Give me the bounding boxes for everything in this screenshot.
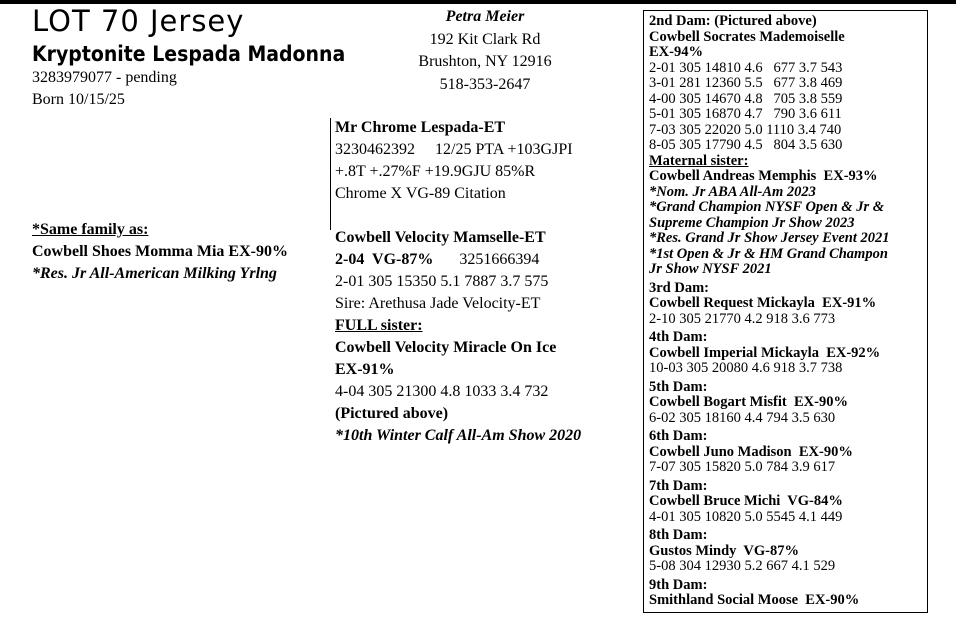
dam2-record: 3-01 281 12360 5.5 677 3.8 469 <box>649 75 843 91</box>
dam5-heading: 5th Dam: <box>649 378 708 395</box>
dam2-record: 4-00 305 14670 4.8 705 3.8 559 <box>649 90 843 107</box>
full-sister-pictured: (Pictured above) <box>335 405 449 422</box>
same-family-name: Cowbell Shoes Momma Mia EX-90% <box>32 243 288 260</box>
maternal-sister-name: Cowbell Andreas Memphis EX-93% <box>649 168 878 184</box>
dam-sire: Sire: Arethusa Jade Velocity-ET <box>335 295 541 312</box>
owner-address-line-1: 192 Kit Clark Rd <box>429 30 541 48</box>
full-sister-name: Cowbell Velocity Miracle On Ice <box>335 339 557 356</box>
dam2-record: 5-01 305 16870 4.7 790 3.6 611 <box>649 106 842 122</box>
owner-name: Petra Meier <box>445 8 525 25</box>
lot-title: LOT 70 Jersey <box>32 4 245 38</box>
dam-class-row <box>335 249 581 271</box>
same-family-note: *Res. Jr All-American Milking Yrlng <box>32 265 277 282</box>
maternal-sister-award: *Nom. Jr ABA All-Am 2023 <box>649 183 816 200</box>
dam7-record: 4-01 305 10820 5.0 5545 4.1 449 <box>649 508 843 525</box>
dam3-name: Cowbell Request Mickayla EX-91% <box>649 295 877 311</box>
dam3-record: 2-10 305 21770 4.2 918 3.6 773 <box>649 310 836 327</box>
dam6-record: 7-07 305 15820 5.0 784 3.9 617 <box>649 459 836 475</box>
sire-divider <box>330 118 331 230</box>
dam3-heading: 3rd Dam: <box>649 279 710 296</box>
maternal-sister-award: *1st Open & Jr & HM Grand Champon <box>649 245 888 262</box>
owner-block <box>400 6 570 96</box>
registration-number: 3283979077 - pending <box>32 69 177 86</box>
owner-phone: 518-353-2647 <box>439 75 531 93</box>
dam6-heading: 6th Dam: <box>649 428 708 444</box>
dam4-heading: 4th Dam: <box>649 329 708 345</box>
dam8-record: 5-08 304 12930 5.2 667 4.1 529 <box>649 558 836 574</box>
maternal-sister-heading: Maternal sister: <box>649 152 749 169</box>
dam7-name: Cowbell Bruce Michi VG-84% <box>649 493 843 509</box>
dam9-name: Smithland Social Moose EX-90% <box>649 592 860 608</box>
maternal-sister-award: Supreme Champion Jr Show 2023 <box>649 214 855 231</box>
dam2-heading: 2nd Dam: (Pictured above) <box>649 13 817 29</box>
full-sister-record: 4-04 305 21300 4.8 1033 3.4 732 <box>335 383 549 400</box>
dam2-record: 8-05 305 17790 4.5 804 3.5 630 <box>649 137 843 153</box>
dam2-record: 7-03 305 22020 5.0 1110 3.4 740 <box>649 121 842 138</box>
dam8-name: Gustos Mindy VG-87% <box>649 542 799 559</box>
dam6-name: Cowbell Juno Madison EX-90% <box>649 443 853 460</box>
dam2-record: 2-01 305 14810 4.6 677 3.7 543 <box>649 59 843 76</box>
dam4-name: Cowbell Imperial Mickayla EX-92% <box>649 344 881 361</box>
sire-line-2: +.8T +.27%F +19.9GJU 85%R <box>335 163 536 180</box>
animal-name: Kryptonite Lespada Madonna <box>32 42 346 66</box>
full-sister-class: EX-91% <box>335 361 395 378</box>
sire-dam-block <box>335 117 581 447</box>
dam8-heading: 8th Dam: <box>649 527 708 543</box>
same-family-block <box>32 219 288 285</box>
dam5-name: Cowbell Bogart Misfit EX-90% <box>649 394 848 410</box>
same-family-heading: *Same family as: <box>32 221 149 238</box>
dam4-record: 10-03 305 20080 4.6 918 3.7 738 <box>649 360 843 376</box>
dam-registration: 3251666394 <box>459 251 540 268</box>
birth-date: Born 10/15/25 <box>32 91 125 108</box>
dam5-record: 6-02 305 18160 4.4 794 3.5 630 <box>649 409 836 426</box>
maternal-sister-award: *Grand Champion NYSF Open & Jr & <box>649 199 885 215</box>
sire-line-1: 3230462392 12/25 PTA +103GJPI <box>335 141 573 158</box>
dam2-class: EX-94% <box>649 44 703 60</box>
maternal-sister-award: Jr Show NYSF 2021 <box>649 261 772 277</box>
full-sister-award: *10th Winter Calf All-Am Show 2020 <box>335 427 582 444</box>
maternal-sister-award: *Res. Grand Jr Show Jersey Event 2021 <box>649 230 890 246</box>
owner-address-line-2: Brushton, NY 12916 <box>418 53 552 70</box>
dam9-heading: 9th Dam: <box>649 576 708 593</box>
pedigree-content <box>649 14 889 609</box>
sire-line-3: Chrome X VG-89 Citation <box>335 185 506 202</box>
dam-class: 2-04 VG-87% <box>335 251 434 268</box>
dam-name: Cowbell Velocity Mamselle-ET <box>335 229 546 246</box>
sire-name: Mr Chrome Lespada-ET <box>335 119 506 136</box>
full-sister-heading: FULL sister: <box>335 317 423 334</box>
dam-record: 2-01 305 15350 5.1 7887 3.7 575 <box>335 273 549 290</box>
dam2-name: Cowbell Socrates Mademoiselle <box>649 28 845 45</box>
dam7-heading: 7th Dam: <box>649 477 708 494</box>
